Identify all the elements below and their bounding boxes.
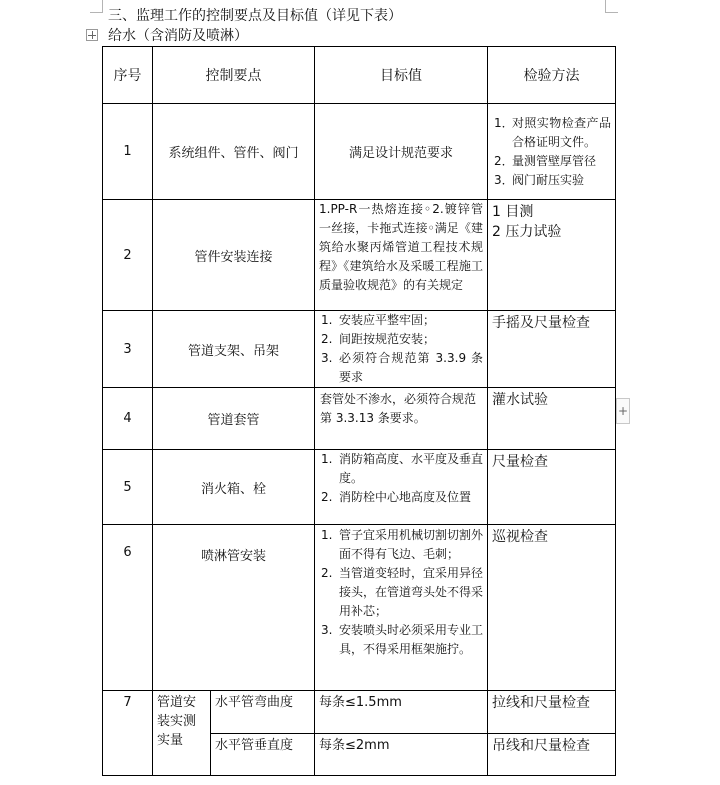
list-item: 2． 量测管壁厚管径: [494, 153, 597, 168]
row-no: 5: [103, 450, 153, 525]
header-target: 目标值: [315, 47, 488, 104]
list-item: 1． 对照实物检查产品合格证明文件。: [494, 115, 611, 149]
header-point: 控制要点: [153, 47, 315, 104]
row-method: 尺量检查: [488, 450, 616, 525]
row-target: 套管处不渗水，必须符合规范第 3.3.13 条要求。: [315, 388, 488, 450]
row-point: 管件安装连接: [153, 200, 315, 311]
section-subheading: 给水（含消防及喷淋）: [108, 28, 248, 44]
crop-mark-top-right: [605, 0, 618, 13]
row-no: 6: [103, 525, 153, 691]
target-list: [315, 450, 487, 507]
table-row: [103, 311, 616, 388]
section-heading: 三、监理工作的控制要点及目标值（详见下表）: [108, 8, 402, 24]
table-row: [103, 388, 616, 450]
row-target: [315, 525, 488, 691]
crop-mark-top-left: [90, 0, 103, 13]
list-item: 1. 安装应平整牢固；: [321, 313, 436, 327]
sub-target: 每条≤1.5mm: [315, 691, 488, 734]
header-method: 检验方法: [488, 47, 616, 104]
row-method: 手摇及尺量检查: [488, 311, 616, 388]
list-item: 2. 消防栓中心地高度及位置: [321, 490, 472, 504]
method-line: 2 压力试验: [492, 224, 562, 240]
control-points-table: [102, 46, 616, 776]
row-method: 灌水试验: [488, 388, 616, 450]
sub-method: 吊线和尺量检查: [488, 734, 616, 776]
method-list: [488, 114, 615, 190]
row-method: 巡视检查: [488, 525, 616, 691]
row-target: 1.PP-R一热熔连接◦2.镀锌管一丝接，卡拖式连接◦满足《建筑给水聚丙烯管道工程技术规程》《建筑给水及采暖工程施工质量验收规范》的有关规定: [315, 200, 488, 311]
row-point: 管道支架、吊架: [153, 311, 315, 388]
row-no: 3: [103, 311, 153, 388]
row-point: 系统组件、管件、阀门: [153, 104, 315, 200]
list-item: 2. 间距按规范安装；: [321, 332, 436, 346]
row-point: 管道安装实测实量: [153, 691, 211, 776]
list-item: 3． 阀门耐压实验: [494, 172, 585, 187]
table-row: [103, 104, 616, 200]
plus-icon[interactable]: +: [616, 398, 630, 424]
table-row: [103, 525, 616, 691]
list-item: 3. 安装喷头时必须采用专业工具，不得采用框架施拧。: [321, 623, 484, 656]
list-item: 1. 管子宜采用机械切割切割外面不得有飞边、毛刺；: [321, 528, 484, 561]
row-point: 管道套管: [153, 388, 315, 450]
row-no: 2: [103, 200, 153, 311]
table-row: [103, 450, 616, 525]
row-point: 消火箱、栓: [153, 450, 315, 525]
row-target: 满足设计规范要求: [315, 104, 488, 200]
header-no: 序号: [103, 47, 153, 104]
sub-method: 拉线和尺量检查: [488, 691, 616, 734]
list-item: 2. 当管道变轻时，宜采用异径接头，在管道弯头处不得采用补芯；: [321, 566, 484, 618]
sub-item: 水平管弯曲度: [211, 691, 315, 734]
sub-target: 每条≤2mm: [315, 734, 488, 776]
row-no: 4: [103, 388, 153, 450]
row-method: [488, 104, 616, 200]
table-header-row: [103, 47, 616, 104]
target-list: [315, 525, 487, 659]
table-row: [103, 200, 616, 311]
row-method: [488, 200, 616, 311]
table-row: [103, 691, 616, 734]
move-icon[interactable]: [86, 29, 98, 41]
method-line: 1 目测: [492, 204, 534, 220]
row-target: [315, 450, 488, 525]
row-target: [315, 311, 488, 388]
row-point: 喷淋管安装: [153, 525, 315, 691]
sub-item: 水平管垂直度: [211, 734, 315, 776]
target-list: [315, 311, 487, 387]
list-item: 1. 消防箱高度、水平度及垂直度。: [321, 452, 484, 485]
row-no: 7: [103, 691, 153, 776]
list-item: 3. 必须符合规范第 3.3.9 条要求: [321, 351, 483, 384]
row-no: 1: [103, 104, 153, 200]
